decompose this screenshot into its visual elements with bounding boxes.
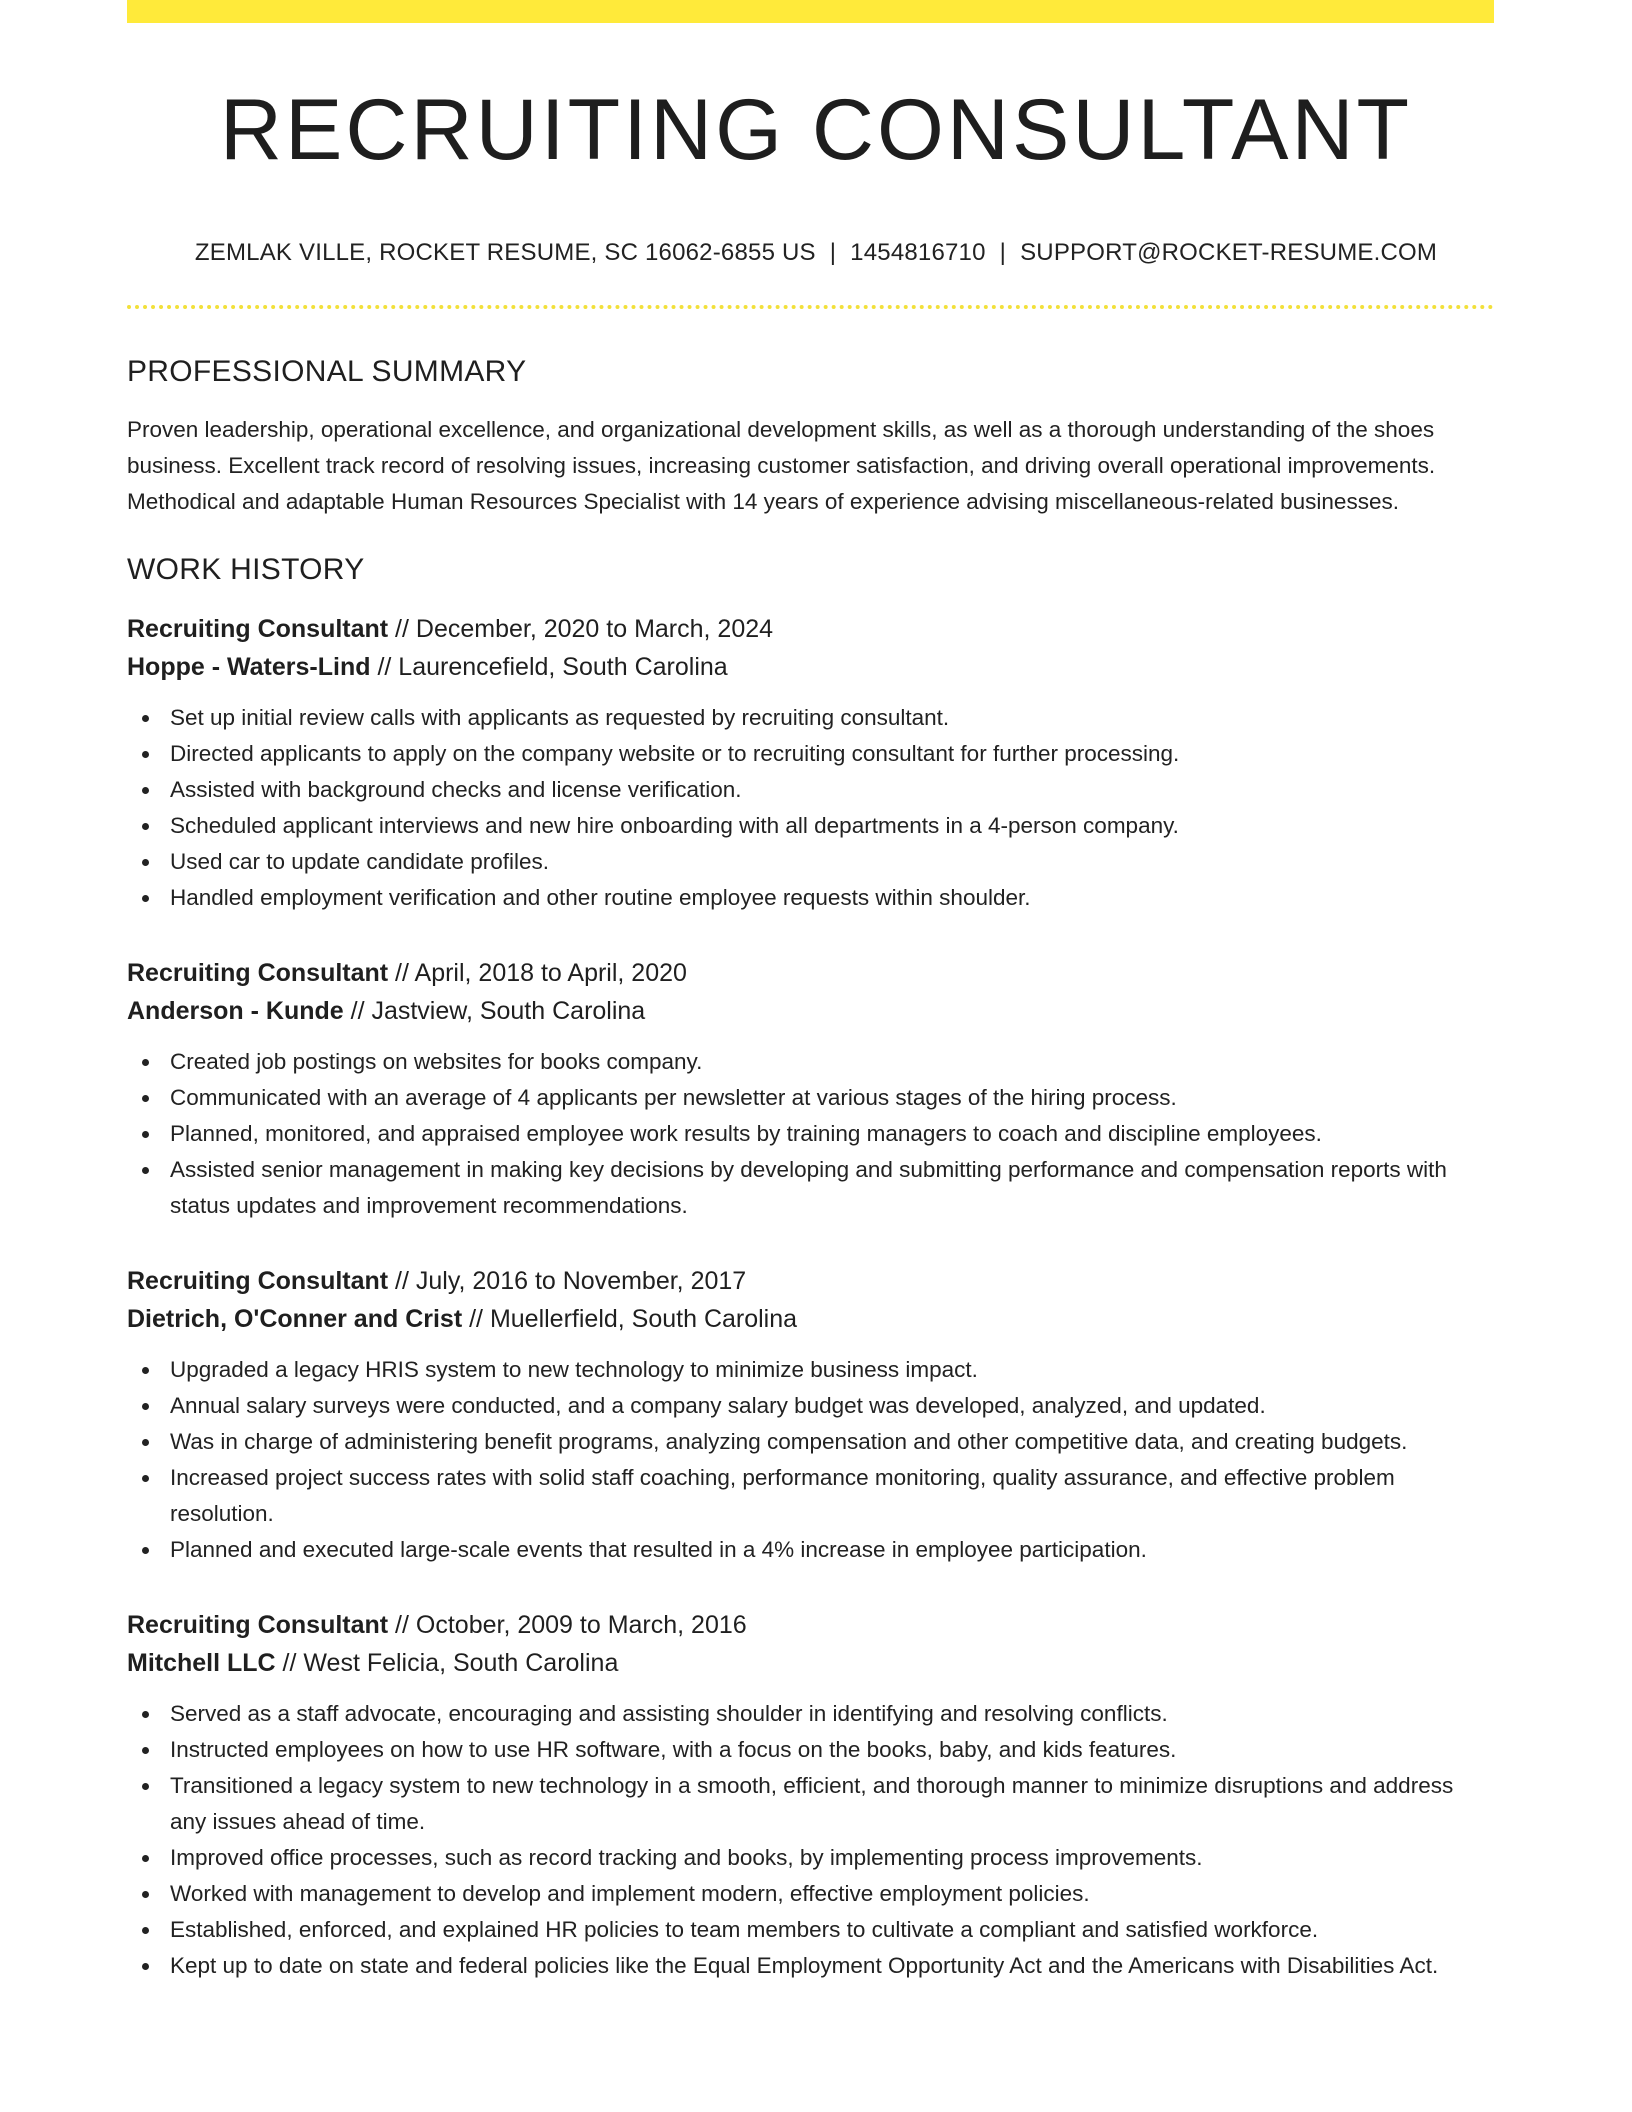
- job-duty-item: Transitioned a legacy system to new technology in a smooth, efficient, and thorough manner to minimize disruptions and address any issues ahead of time.: [170, 1768, 1494, 1840]
- job-dates: // December, 2020 to March, 2024: [388, 615, 774, 643]
- contact-separator: |: [829, 239, 837, 266]
- job-company-line: [127, 992, 1494, 1030]
- summary-heading: PROFESSIONAL SUMMARY: [127, 355, 527, 388]
- contact-separator: |: [999, 239, 1007, 266]
- job-duties-list: [127, 700, 1494, 916]
- job-duties-list: [127, 1352, 1494, 1568]
- job-title: Recruiting Consultant: [127, 1611, 389, 1639]
- job-entry: [127, 1606, 1494, 1984]
- contact-email: SUPPORT@ROCKET-RESUME.COM: [1020, 239, 1438, 266]
- job-title-line: [127, 1262, 1494, 1300]
- contact-line: [0, 236, 1632, 270]
- job-title: Recruiting Consultant: [127, 615, 389, 643]
- job-duty-item: Directed applicants to apply on the company website or to recruiting consultant for further processing.: [170, 736, 1494, 772]
- resume-title: RECRUITING CONSULTANT: [219, 82, 1413, 178]
- job-duty-item: Kept up to date on state and federal policies like the Equal Employment Opportunity Act and the Americans with Disabilities Act.: [170, 1948, 1494, 1984]
- job-duty-item: Assisted senior management in making key decisions by developing and submitting performance and compensation reports with status updates and improvement recommendations.: [170, 1152, 1494, 1224]
- dotted-divider: [127, 305, 1494, 309]
- job-duty-item: Created job postings on websites for books company.: [170, 1044, 1494, 1080]
- job-company: Dietrich, O'Conner and Crist: [127, 1305, 463, 1333]
- contact-address: ZEMLAK VILLE, ROCKET RESUME, SC 16062-6855 US: [194, 239, 816, 266]
- job-title-line: [127, 954, 1494, 992]
- job-duty-item: Annual salary surveys were conducted, and a company salary budget was developed, analyzed, and updated.: [170, 1388, 1494, 1424]
- job-entry: [127, 954, 1494, 1224]
- work-history-heading: WORK HISTORY: [127, 553, 365, 586]
- job-duties-list: [127, 1044, 1494, 1224]
- job-company: Anderson - Kunde: [127, 997, 344, 1025]
- job-duty-item: Handled employment verification and other routine employee requests within shoulder.: [170, 880, 1494, 916]
- job-company: Hoppe - Waters-Lind: [127, 653, 371, 681]
- job-duty-item: Was in charge of administering benefit programs, analyzing compensation and other competitive data, and creating budgets.: [170, 1424, 1494, 1460]
- job-dates: // October, 2009 to March, 2016: [388, 1611, 747, 1639]
- job-company-line: [127, 1300, 1494, 1338]
- job-duties-list: [127, 1696, 1494, 1984]
- job-company: Mitchell LLC: [127, 1649, 276, 1677]
- job-location: // West Felicia, South Carolina: [275, 1649, 619, 1677]
- summary-text: Proven leadership, operational excellence, and organizational development skills, as well as a thorough understanding of the shoes business. Excellent track record of resolving issues, increasing customer satisfaction, and driving overall operational improvements. Methodical and adaptable Human Resources Specialist with 14 years of experience advising miscellaneous-related businesses.: [127, 417, 1436, 514]
- job-duty-item: Increased project success rates with solid staff coaching, performance monitoring, quality assurance, and effective problem resolution.: [170, 1460, 1494, 1532]
- job-entry: [127, 1262, 1494, 1568]
- job-duty-item: Established, enforced, and explained HR policies to team members to cultivate a compliant and satisfied workforce.: [170, 1912, 1494, 1948]
- job-duty-item: Worked with management to develop and implement modern, effective employment policies.: [170, 1876, 1494, 1912]
- job-company-line: [127, 648, 1494, 686]
- job-duty-item: Assisted with background checks and license verification.: [170, 772, 1494, 808]
- job-duty-item: Scheduled applicant interviews and new hire onboarding with all departments in a 4-person company.: [170, 808, 1494, 844]
- job-duty-item: Improved office processes, such as record tracking and books, by implementing process improvements.: [170, 1840, 1494, 1876]
- job-dates: // April, 2018 to April, 2020: [388, 959, 687, 987]
- job-duty-item: Used car to update candidate profiles.: [170, 844, 1494, 880]
- job-duty-item: Upgraded a legacy HRIS system to new technology to minimize business impact.: [170, 1352, 1494, 1388]
- job-entry: [127, 610, 1494, 916]
- job-title-line: [127, 610, 1494, 648]
- work-history-list: [127, 610, 1494, 1984]
- job-duty-item: Set up initial review calls with applicants as requested by recruiting consultant.: [170, 700, 1494, 736]
- job-title: Recruiting Consultant: [127, 1267, 389, 1295]
- job-company-line: [127, 1644, 1494, 1682]
- job-location: // Muellerfield, South Carolina: [462, 1305, 798, 1333]
- job-duty-item: Instructed employees on how to use HR software, with a focus on the books, baby, and kids features.: [170, 1732, 1494, 1768]
- contact-phone: 1454816710: [850, 239, 986, 266]
- job-location: // Laurencefield, South Carolina: [370, 653, 728, 681]
- job-title: Recruiting Consultant: [127, 959, 389, 987]
- job-title-line: [127, 1606, 1494, 1644]
- job-duty-item: Planned and executed large-scale events that resulted in a 4% increase in employee participation.: [170, 1532, 1494, 1568]
- resume-content: [127, 350, 1494, 1984]
- accent-top-bar: [127, 0, 1494, 23]
- job-dates: // July, 2016 to November, 2017: [388, 1267, 747, 1295]
- job-duty-item: Planned, monitored, and appraised employee work results by training managers to coach and discipline employees.: [170, 1116, 1494, 1152]
- job-duty-item: Communicated with an average of 4 applicants per newsletter at various stages of the hiring process.: [170, 1080, 1494, 1116]
- job-location: // Jastview, South Carolina: [343, 997, 646, 1025]
- job-duty-item: Served as a staff advocate, encouraging and assisting shoulder in identifying and resolving conflicts.: [170, 1696, 1494, 1732]
